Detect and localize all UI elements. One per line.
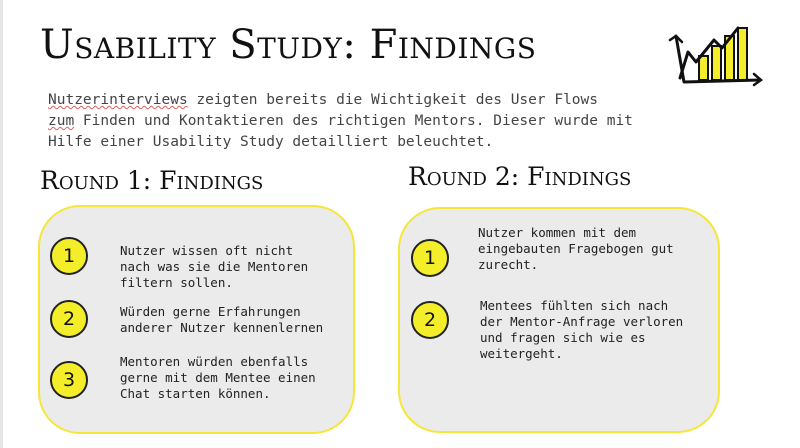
intro-text-2: Finden und Kontaktieren des richtigen Mentors. Dieser wurde mit Hilfe einer Usability Study detailliert beleuchtet. — [48, 113, 633, 150]
number-badge: 1 — [411, 239, 449, 277]
number-badge: 2 — [50, 300, 88, 338]
intro-text-1: zeigten bereits die Wichtigkeit des User Flows — [187, 92, 598, 108]
finding-text: Nutzer kommen mit dem eingebauten Fragebogen gut zurecht. — [478, 225, 674, 272]
intro-word-zum: zum — [48, 113, 75, 129]
round2-findings-card — [398, 207, 720, 433]
slide-left-edge — [0, 0, 3, 448]
bar-chart-icon — [666, 18, 766, 88]
number-badge: 2 — [411, 301, 449, 339]
number-badge: 3 — [50, 361, 88, 399]
intro-word-nutzerinterviews: Nutzerinterviews — [48, 92, 188, 108]
finding-text: Mentees fühlten sich nach der Mentor-Anfrage verloren und fragen sich wie es weitergeht. — [480, 298, 684, 361]
round1-findings-card — [38, 205, 355, 434]
finding-text: Mentoren würden ebenfalls gerne mit dem Mentee einen Chat starten können. — [120, 354, 316, 401]
round2-title: Round 2: Findings — [408, 162, 632, 191]
finding-text: Würden gerne Erfahrungen anderer Nutzer kennenlernen — [120, 304, 324, 335]
page-title: Usability Study: Findings — [40, 22, 537, 68]
round1-title: Round 1: Findings — [40, 166, 264, 195]
intro-paragraph — [48, 90, 658, 153]
finding-text: Nutzer wissen oft nicht nach was sie die Mentoren filtern sollen. — [120, 243, 309, 290]
number-badge: 1 — [50, 237, 88, 275]
